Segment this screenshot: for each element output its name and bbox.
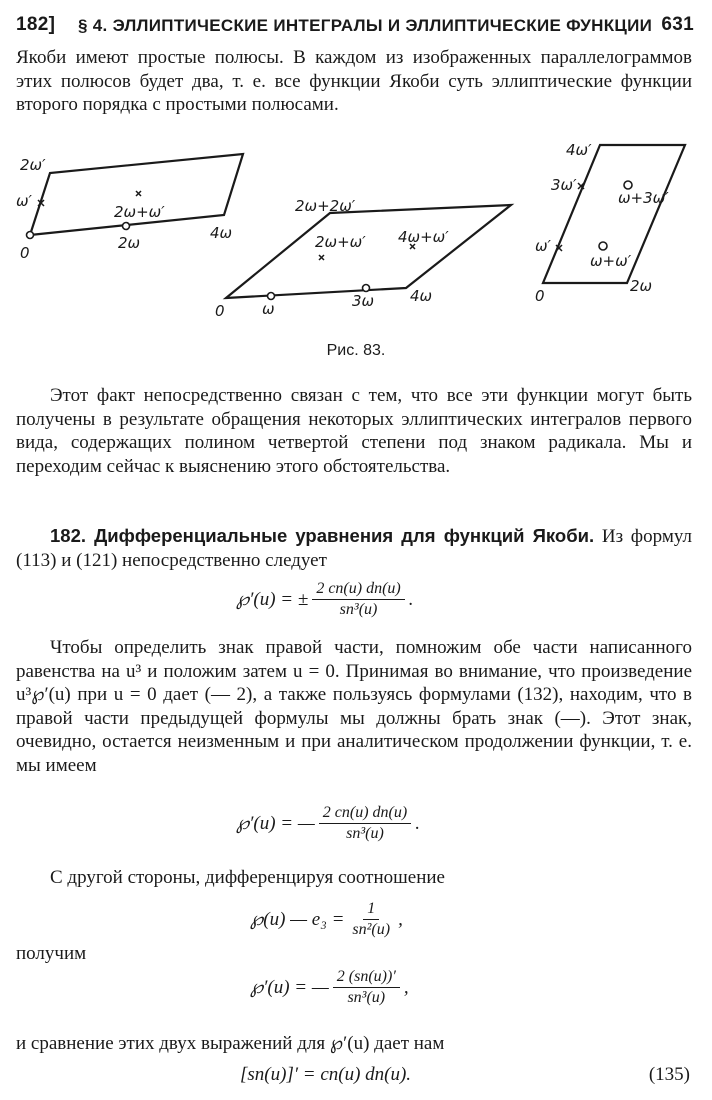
formula-5	[240, 1064, 411, 1086]
fig-label: 0	[215, 302, 225, 320]
formula-tail: ,	[398, 908, 403, 930]
fig-label: ω	[262, 300, 275, 318]
paragraph-2: Этот факт непосредственно связан с тем, что все эти функции могут быть получены в результате обращения некоторых эллиптических интегралов первого вида, содержащих полином четвертой степени под знаком радикала. Мы и переходим сейчас к выяснению этого обстоятельства.	[16, 385, 692, 477]
paragraph-3-text: Из формул (113) и (121) непосредственно следует	[16, 526, 692, 571]
formula-4	[250, 968, 409, 1007]
paragraph-6: получим	[16, 943, 87, 964]
formula-denominator: sn²(u)	[352, 921, 391, 938]
figure-83-parallelograms	[0, 130, 712, 330]
formula-numerator: 2 cn(u) dn(u)	[319, 804, 411, 824]
paragraph-1: Якоби имеют простые полюсы. В каждом из изображенных параллелограммов этих полюсов будет два, т. е. все функции Якоби суть эллиптические функции второго порядка с простыми полюсами.	[16, 47, 692, 115]
fig-label: 2ω	[630, 277, 653, 295]
fig-label: 2ω′	[20, 156, 46, 174]
formula-lhs: ℘′(u) = —	[236, 813, 315, 834]
formula-denominator: sn³(u)	[346, 825, 384, 842]
fig-label: 0	[535, 287, 545, 305]
formula-1	[236, 580, 413, 619]
fig-label: 4ω	[410, 287, 433, 305]
fig-label: 4ω′	[566, 141, 592, 159]
fig-label: ω′	[16, 192, 32, 210]
fig-label: 4ω	[210, 224, 233, 242]
formula-numerator: 2 (sn(u))′	[333, 968, 400, 988]
formula-tail: .	[408, 588, 414, 610]
paragraph-7: и сравнение этих двух выражений для ℘′(u) дает нам	[16, 1033, 445, 1054]
fig-label: 2ω+ω′	[315, 233, 366, 251]
paragraph-5: С другой стороны, дифференцируя соотношение	[50, 867, 445, 888]
fig-label: 3ω	[352, 292, 375, 310]
paragraph-4: Чтобы определить знак правой части, помножим обе части написанного равенства на u³ и положим затем u = 0. Принимая во внимание, что произведение u³℘′(u) при u = 0 дает (— 2), а также пользуясь формулами (132), находим, что в правой части предыдущей формулы мы должны брать знак (—). Этот знак, очевидно, остается неизменным и при аналитическом продолжении функции, т. е. мы имеем	[16, 637, 692, 776]
fig-label: ω+3ω′	[618, 189, 669, 207]
formula-denominator: sn³(u)	[339, 601, 378, 618]
formula-2	[236, 804, 420, 843]
formula-lhs: ℘′(u) = —	[250, 977, 329, 998]
paragraph-3	[16, 524, 692, 572]
header-section-number: 182]	[16, 14, 56, 35]
formula-tail: .	[415, 812, 420, 834]
equation-number: (135)	[648, 1064, 690, 1085]
header-title: § 4. ЭЛЛИПТИЧЕСКИЕ ИНТЕГРАЛЫ И ЭЛЛИПТИЧЕСКИЕ ФУНКЦИИ	[78, 16, 653, 35]
fig-label: 4ω+ω′	[398, 228, 449, 246]
fig-label: 0	[20, 244, 30, 262]
section-heading: 182. Дифференциальные уравнения для функций Якоби.	[50, 525, 595, 546]
fig-label: ω′	[535, 237, 551, 255]
middle-parallelogram	[226, 205, 511, 298]
fig-label: 2ω+ω′	[114, 203, 165, 221]
formula-denominator: sn³(u)	[347, 989, 386, 1006]
formula-expression: [sn(u)]′ = cn(u) dn(u).	[240, 1064, 412, 1085]
running-header	[16, 8, 694, 38]
formula-numerator: 2 cn(u) dn(u)	[312, 580, 404, 600]
figure-caption: Рис. 83.	[326, 342, 386, 359]
formula-3	[250, 900, 403, 939]
fig-label: ω+ω′	[590, 252, 632, 270]
formula-lhs: ℘′(u) = ±	[236, 589, 309, 610]
formula-numerator: 1	[363, 900, 379, 920]
fig-label: 2ω	[118, 234, 141, 252]
page-number: 631	[661, 14, 694, 35]
formula-lhs: ℘(u) — e₃ =	[250, 909, 345, 930]
fig-label: 2ω+2ω′	[295, 197, 356, 215]
formula-tail: ,	[403, 976, 409, 998]
fig-label: 3ω′	[551, 176, 577, 194]
